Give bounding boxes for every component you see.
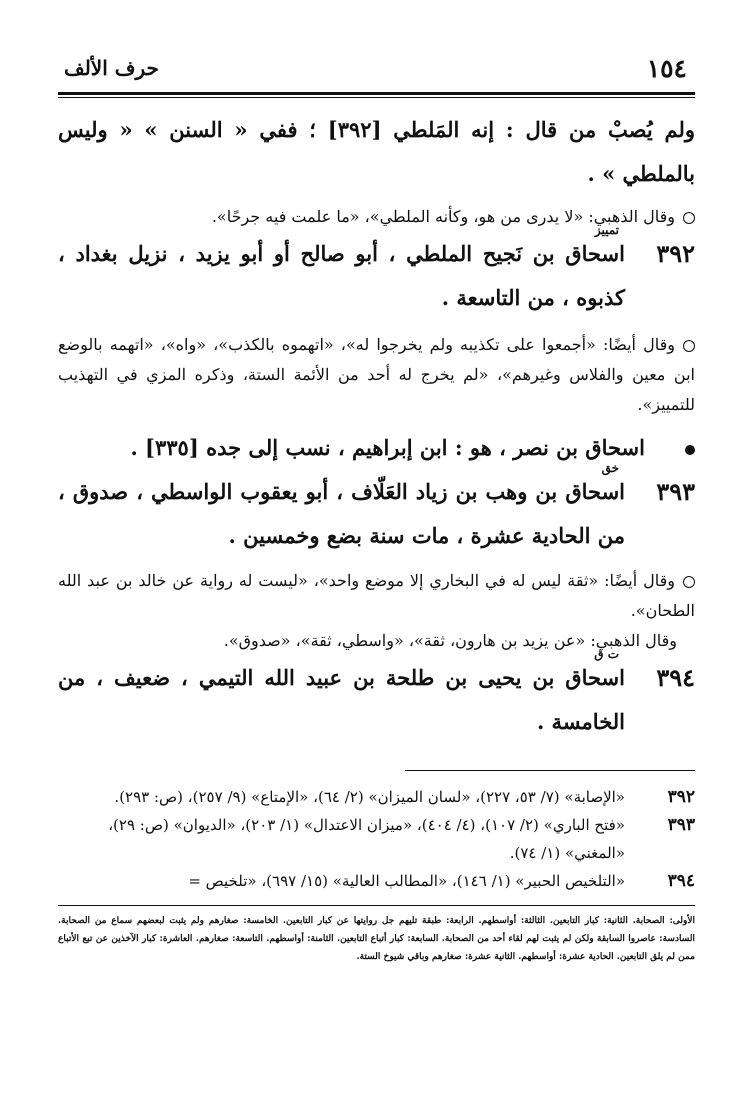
entry-394	[58, 647, 695, 744]
header-rule-thick	[58, 92, 695, 95]
note-393-a: وقال أيضًا: «ثقة ليس له في البخاري إلا موضع واحد»، «ليست له رواية عن خالد بن عبد الله الطحان».	[58, 571, 695, 620]
footnote-393	[58, 811, 695, 867]
note-392: وقال أيضًا: «أجمعوا على تكذيبه ولم يخرجوا له»، «اتهموه بالكذب»، «واه»، «اتهمه بالوضع ابن معين والفلاس وغيرهم»، «لم يخرج له أحد من الأئمة الستة، وذكره المزي في التهذيب للتمييز».	[58, 335, 695, 414]
entry-number: ٣٩٤	[656, 663, 695, 692]
entry-symbol: تمييز	[594, 223, 619, 237]
book-page	[58, 40, 695, 1092]
page-number: ١٥٤	[646, 54, 687, 83]
note-393-b: وقال الذهبي: «عن يزيد بن هارون، ثقة»، «واسطي، ثقة»، «صدوق».	[223, 631, 677, 650]
page-header	[58, 40, 695, 90]
entry-392	[58, 223, 695, 320]
entry-symbol: خق	[601, 461, 619, 475]
footnote-number: ٣٩٢	[667, 787, 695, 807]
entry-text: اسحاق بن يحيى بن طلحة بن عبيد الله التيمي ، ضعيف ، من الخامسة .	[58, 665, 625, 734]
intro-line: ولم يُصبْ من قال : إنه المَلطي [٣٩٢] ؛ ففي « السنن » « وليس بالملطي » .	[58, 117, 695, 186]
footnote-392	[58, 783, 695, 811]
circle-bullet-icon	[683, 212, 695, 224]
footnote-text: «فتح الباري» (٢/ ١٠٧)، (٤/ ٤٠٤)، «ميزان الاعتدال» (١/ ٢٠٣)، «الديوان» (ص: ٢٩)، «المغني» (١/ ٧٤).	[108, 816, 625, 862]
entry-text: اسحاق بن وهب بن زياد العَلّاف ، أبو يعقوب الواسطي ، صدوق ، من الحادية عشرة ، مات سنة بضع وخمسين .	[58, 479, 625, 548]
dhahabi-note-1: وقال الذهبي: «لا يدرى من هو، وكأنه الملطي»، «ما علمت فيه جرحًا».	[58, 202, 695, 232]
footnote-rule	[405, 770, 695, 771]
footnotes	[58, 783, 695, 895]
bullet-line: اسحاق بن نصر ، هو : ابن إبراهيم ، نسب إلى جده [٣٣٥] .	[58, 426, 695, 470]
entry-393	[58, 461, 695, 558]
entry-number: ٣٩٣	[656, 477, 695, 506]
footnote-number: ٣٩٣	[667, 815, 695, 835]
footnote-number: ٣٩٤	[667, 871, 695, 891]
footnote-text: «الإصابة» (٧/ ٥٣، ٢٢٧)، «لسان الميزان» (٢/ ٦٤)، «الإمتاع» (٩/ ٢٥٧)، (ص: ٢٩٣).	[114, 788, 625, 806]
footnote-text: «التلخيص الحبير» (١/ ١٤٦)، «المطالب العالية» (١٥/ ٦٩٧)، «تلخيص =	[188, 872, 625, 890]
circle-bullet-icon	[683, 576, 695, 588]
legend-rule	[58, 905, 695, 906]
running-title: حرف الألف	[64, 56, 159, 80]
header-rule-thin	[58, 97, 695, 98]
entry-number: ٣٩٢	[656, 239, 695, 268]
circle-bullet-icon	[683, 340, 695, 352]
dot-bullet-icon	[685, 445, 695, 455]
footnote-394	[58, 867, 695, 895]
entry-text: اسحاق بن نَجيح الملطي ، أبو صالح أو أبو يزيد ، نزيل بغداد ، كذبوه ، من التاسعة .	[58, 241, 625, 310]
entry-symbol: ت ق	[594, 647, 619, 661]
tabaqat-legend: الأولى: الصحابة. الثانية: كبار التابعين. الثالثة: أواسطهم. الرابعة: طبقة تليهم جل روايتها عن كبار التابعين. الخامسة: صغارهم ولم يثبت لبعضهم سماع من الصحابة. السادسة: عاصروا السابقة ولكن لم يثبت لهم لقاء أحد من الصحابة. السابعة: كبار أتباع التابعين. الثامنة: أواسطهم. التاسعة: صغارهم. العاشرة: كبار الآخذين عن تبع الأتباع ممن لم يلق التابعين. الحادية عشرة: أواسطهم. الثانية عشرة: صغارهم وباقي شيوخ الستة.	[58, 916, 695, 962]
